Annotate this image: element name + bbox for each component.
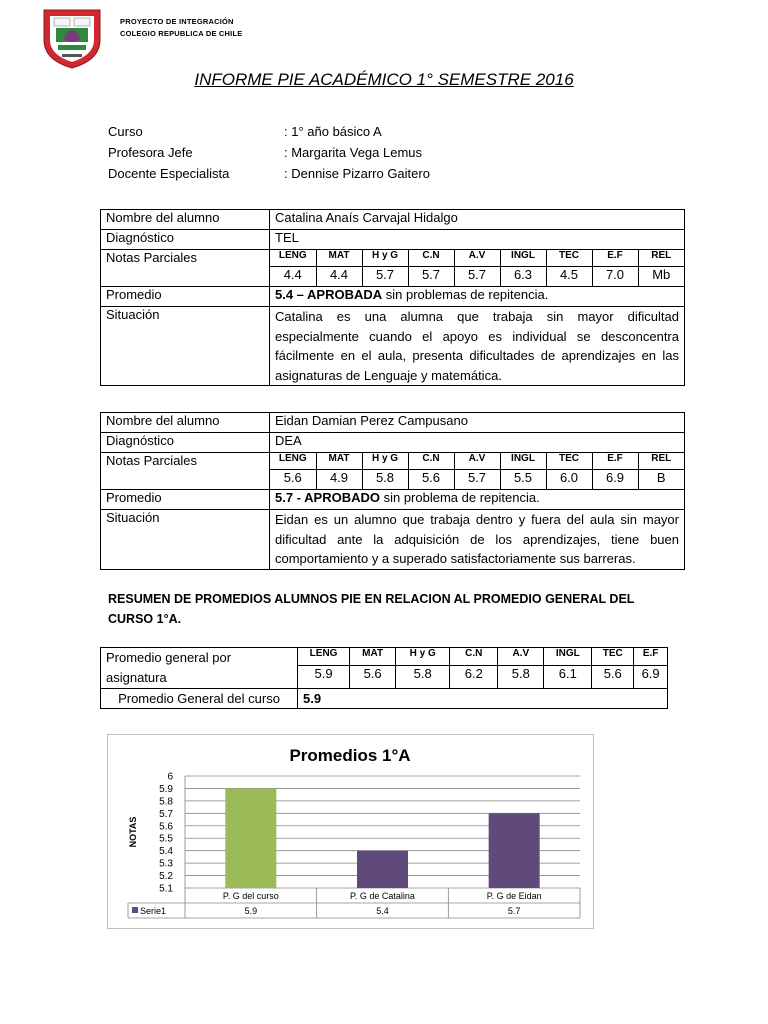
grade-value: 4.4 — [316, 267, 362, 287]
info-value-curso: : 1° año básico A — [284, 124, 382, 139]
grade-value: 5.7 — [454, 470, 500, 490]
data-label: 5.7 — [507, 906, 521, 916]
grade-value: 4.4 — [283, 267, 302, 282]
general-average-label: Promedio General del curso — [101, 689, 298, 709]
summary-subject-header: INGL — [544, 648, 592, 666]
x-category-label: P. G de Eidan — [486, 891, 542, 901]
label-promedio: Promedio — [101, 490, 270, 510]
subject-header: LENG — [270, 453, 316, 470]
grade-value: B — [638, 470, 684, 490]
subject-header: MAT — [316, 250, 362, 267]
subject-header: REL — [638, 250, 684, 267]
label-promedio: Promedio — [101, 287, 270, 307]
summary-value: 5.8 — [498, 665, 544, 688]
summary-heading: RESUMEN DE PROMEDIOS ALUMNOS PIE EN RELACION AL PROMEDIO GENERAL DEL CURSO 1°A. — [108, 592, 635, 626]
summary-subject-header: E.F — [634, 648, 668, 666]
school-name: COLEGIO REPUBLICA DE CHILE — [120, 29, 243, 38]
subject-header: A.V — [454, 453, 500, 470]
y-tick-label: 5.2 — [159, 871, 173, 883]
y-axis-label: NOTAS — [128, 816, 138, 848]
summary-value: 6.2 — [450, 665, 498, 688]
y-tick-label: 5.1 — [159, 883, 173, 895]
y-tick-label: 6 — [167, 771, 173, 783]
grade-value: 5.6 — [283, 470, 302, 485]
grades-cell — [270, 250, 685, 287]
bar-3 — [489, 813, 540, 888]
label-situacion: Situación — [101, 307, 270, 386]
summary-subject-header: LENG — [298, 648, 350, 666]
averages-chart-svg — [108, 735, 593, 928]
student-name: Catalina Anaís Carvajal Hidalgo — [270, 210, 685, 230]
info-label-docente: Docente Especialista — [108, 166, 230, 181]
grade-value: 5.7 — [454, 267, 500, 287]
grade-value: 6.0 — [546, 470, 592, 490]
bar-1 — [225, 788, 276, 888]
data-label: 5.4 — [376, 906, 389, 916]
student-table-catalina — [100, 209, 685, 386]
summary-subject-header: C.N — [450, 648, 498, 666]
label-diagnostico: Diagnóstico — [101, 433, 270, 453]
label-diagnostico: Diagnóstico — [101, 230, 270, 250]
subject-header: REL — [638, 453, 684, 470]
average-result: 5.4 – APROBADA — [275, 287, 383, 302]
info-value-docente: : Dennise Pizarro Gaitero — [284, 166, 430, 181]
grade-value: 5.5 — [500, 470, 546, 490]
grade-value: 7.0 — [592, 267, 638, 287]
subject-header: C.N — [408, 453, 454, 470]
grade-value: 5.8 — [362, 470, 408, 490]
project-name: PROYECTO DE INTEGRACIÓN — [120, 17, 234, 26]
y-tick-label: 5.7 — [159, 808, 173, 820]
x-category-label: P. G de Catalina — [350, 891, 415, 901]
label-notas: Notas Parciales — [101, 453, 270, 490]
subject-header: H y G — [362, 250, 408, 267]
grade-value: 6.3 — [500, 267, 546, 287]
label-situacion: Situación — [101, 510, 270, 570]
averages-chart — [107, 734, 594, 929]
label-nombre: Nombre del alumno — [101, 413, 270, 433]
summary-subject-header: MAT — [350, 648, 396, 666]
student-diagnosis: DEA — [270, 433, 685, 453]
subject-header: INGL — [500, 250, 546, 267]
summary-value: 5.9 — [298, 665, 350, 688]
grade-value: 5.7 — [408, 267, 454, 287]
summary-subject-header: TEC — [592, 648, 634, 666]
student-situation: Catalina es una alumna que trabaja sin mayor dificultad especialmente cuando el apoyo es individual se desconcentra fácilmente en el aula, presenta dificultades de aprendizajes en las asignaturas de Lenguaje y matemática. — [270, 307, 685, 386]
report-title: INFORME PIE ACADÉMICO 1° SEMESTRE 2016 — [194, 70, 574, 89]
summary-subject-header: H y G — [396, 648, 450, 666]
grades-table — [270, 453, 684, 489]
grade-value: 4.9 — [316, 470, 362, 490]
y-tick-label: 5.8 — [159, 796, 173, 808]
student-diagnosis: TEL — [270, 230, 685, 250]
general-average-value: 5.9 — [298, 689, 668, 709]
summary-value: 6.9 — [634, 665, 668, 688]
student-table-eidan — [100, 412, 685, 570]
chart-title: Promedios 1°A — [289, 746, 411, 765]
subject-header: C.N — [408, 250, 454, 267]
data-label: 5.9 — [244, 906, 258, 916]
average-note: sin problema de repitencia. — [379, 490, 540, 505]
x-category-label: P. G del curso — [222, 891, 279, 901]
subject-header: H y G — [362, 453, 408, 470]
summary-subject-header: A.V — [498, 648, 544, 666]
subject-header: A.V — [454, 250, 500, 267]
subject-header: LENG — [270, 250, 316, 267]
grade-value: Mb — [638, 267, 684, 287]
info-value-profesora: : Margarita Vega Lemus — [284, 145, 423, 160]
subject-header: TEC — [546, 453, 592, 470]
subject-header: MAT — [316, 453, 362, 470]
y-tick-label: 5.4 — [159, 846, 173, 858]
grade-value: 5.7 — [362, 267, 408, 287]
legend-series-name: Serie1 — [140, 906, 167, 916]
grades-cell — [270, 453, 685, 490]
summary-value: 5.6 — [592, 665, 634, 688]
y-tick-label: 5.6 — [159, 821, 173, 833]
grades-table — [270, 250, 684, 286]
summary-value: 5.8 — [396, 665, 450, 688]
grade-value: 4.5 — [546, 267, 592, 287]
student-situation: Eidan es un alumno que trabaja dentro y fuera del aula sin mayor dificultad ante la adquisición de los aprendizajes, tiene buen comportamiento y a superado satisfactoriamente sus barreras. — [270, 510, 685, 570]
y-tick-label: 5.5 — [159, 833, 173, 845]
subject-header: E.F — [592, 250, 638, 267]
summary-value: 5.6 — [350, 665, 396, 688]
subject-header: TEC — [546, 250, 592, 267]
student-name: Eidan Damian Perez Campusano — [270, 413, 685, 433]
school-crest-logo — [40, 6, 104, 70]
summary-label: Promedio general por asignatura — [101, 648, 298, 689]
info-label-curso: Curso — [108, 124, 143, 139]
label-nombre: Nombre del alumno — [101, 210, 270, 230]
bar-2 — [357, 851, 408, 888]
student-average — [270, 490, 685, 510]
legend-key — [132, 907, 138, 913]
label-notas: Notas Parciales — [101, 250, 270, 287]
average-result: 5.7 - APROBADO — [275, 490, 380, 505]
y-tick-label: 5.3 — [159, 858, 173, 870]
y-tick-label: 5.9 — [159, 783, 173, 795]
summary-table — [100, 647, 668, 709]
grade-value: 6.9 — [592, 470, 638, 490]
subject-header: E.F — [592, 453, 638, 470]
subject-header: INGL — [500, 453, 546, 470]
student-average — [270, 287, 685, 307]
info-label-profesora: Profesora Jefe — [108, 145, 193, 160]
summary-value: 6.1 — [544, 665, 592, 688]
grade-value: 5.6 — [408, 470, 454, 490]
average-note: sin problemas de repitencia. — [382, 287, 549, 302]
